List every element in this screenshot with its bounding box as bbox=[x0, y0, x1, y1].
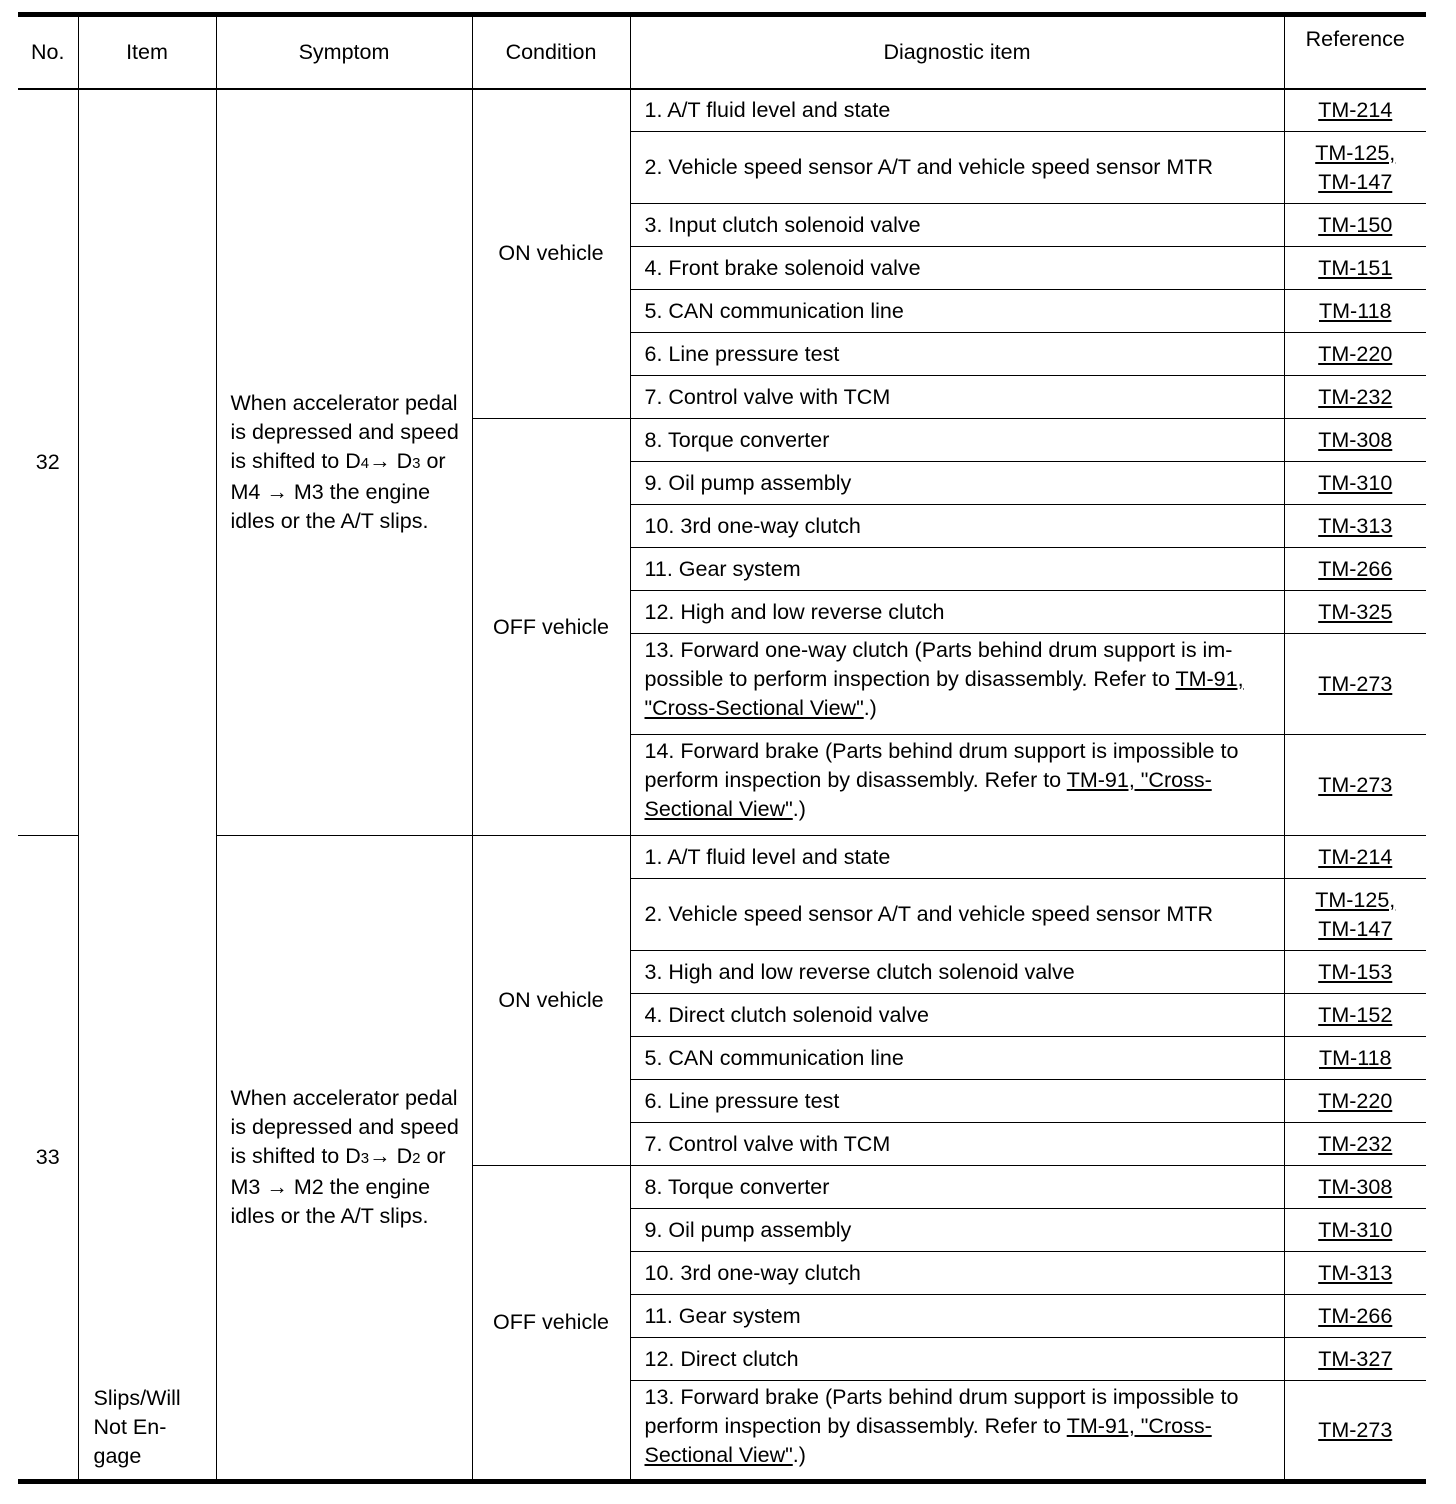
reference-cell bbox=[1284, 591, 1426, 634]
condition-label: ON vehicle bbox=[472, 89, 630, 419]
reference-cell bbox=[1284, 548, 1426, 591]
diagnostic-item: 14. Forward brake (Parts behind drum support is impossible to perform inspection by disassembly. Refer to TM-91, "Cross-Sectional View".) bbox=[630, 735, 1284, 836]
diagnostic-item: 6. Line pressure test bbox=[630, 333, 1284, 376]
reference-link[interactable]: TM-118 bbox=[1319, 1045, 1392, 1070]
diagnostic-item: 13. Forward brake (Parts behind drum support is impossible to perform inspection by disassembly. Refer to TM-91, "Cross-Sectional View".) bbox=[630, 1381, 1284, 1482]
table-header bbox=[18, 15, 1426, 89]
diagnostic-item: 3. High and low reverse clutch solenoid valve bbox=[630, 951, 1284, 994]
row-number: 33 bbox=[18, 836, 78, 1482]
diagnostic-item: 5. CAN communication line bbox=[630, 1037, 1284, 1080]
diagnostic-table-page bbox=[18, 12, 1426, 1484]
reference-cell bbox=[1284, 951, 1426, 994]
diagnostic-item: 4. Direct clutch solenoid valve bbox=[630, 994, 1284, 1037]
reference-cell bbox=[1284, 1080, 1426, 1123]
item-label: Slips/Will Not En- gage bbox=[78, 89, 216, 1482]
diagnostic-item: 1. A/T fluid level and state bbox=[630, 89, 1284, 132]
symptom-text: When accelerator pedal is depressed and speed is shifted to D4→ D3 or M4 → M3 the engine idles or the A/T slips. bbox=[216, 89, 472, 836]
header-condition: Condition bbox=[472, 15, 630, 89]
reference-cell bbox=[1284, 994, 1426, 1037]
row-number: 32 bbox=[18, 89, 78, 836]
diagnostic-item: 2. Vehicle speed sensor A/T and vehicle speed sensor MTR bbox=[630, 132, 1284, 204]
reference-link[interactable]: TM-220 bbox=[1318, 1088, 1393, 1113]
reference-cell bbox=[1284, 333, 1426, 376]
reference-cell bbox=[1284, 879, 1426, 951]
reference-cell bbox=[1284, 1037, 1426, 1080]
reference-link[interactable]: TM-147 bbox=[1318, 169, 1393, 194]
cross-reference-link[interactable]: TM-91, "Cross-Sectional View" bbox=[644, 667, 1244, 720]
diagnostic-item: 10. 3rd one-way clutch bbox=[630, 1252, 1284, 1295]
reference-link[interactable]: TM-308 bbox=[1318, 1174, 1393, 1199]
reference-link[interactable]: TM-325 bbox=[1318, 599, 1393, 624]
diagnostic-item: 9. Oil pump assembly bbox=[630, 462, 1284, 505]
diagnostic-item: 8. Torque converter bbox=[630, 419, 1284, 462]
reference-link[interactable]: TM-214 bbox=[1318, 844, 1393, 869]
reference-cell bbox=[1284, 735, 1426, 836]
header-item: Item bbox=[78, 15, 216, 89]
diagnostic-item: 8. Torque converter bbox=[630, 1166, 1284, 1209]
reference-cell bbox=[1284, 247, 1426, 290]
reference-cell bbox=[1284, 1166, 1426, 1209]
diagnostic-item: 11. Gear system bbox=[630, 1295, 1284, 1338]
reference-link[interactable]: TM-151 bbox=[1318, 255, 1393, 280]
reference-link[interactable]: TM-118 bbox=[1319, 298, 1392, 323]
reference-link[interactable]: TM-310 bbox=[1318, 1217, 1393, 1242]
reference-link[interactable]: TM-273 bbox=[1318, 671, 1393, 696]
diagnostic-item: 5. CAN communication line bbox=[630, 290, 1284, 333]
reference-link[interactable]: TM-313 bbox=[1318, 1260, 1393, 1285]
reference-link[interactable]: TM-125, bbox=[1315, 140, 1396, 165]
diagnostic-item: 7. Control valve with TCM bbox=[630, 1123, 1284, 1166]
reference-link[interactable]: TM-266 bbox=[1318, 1303, 1393, 1328]
reference-cell bbox=[1284, 1381, 1426, 1482]
condition-label: ON vehicle bbox=[472, 836, 630, 1166]
reference-cell bbox=[1284, 204, 1426, 247]
cross-reference-link[interactable]: TM-91, "Cross-Sectional View" bbox=[644, 768, 1212, 821]
header-reference: Reference bbox=[1284, 15, 1426, 89]
reference-cell bbox=[1284, 1295, 1426, 1338]
reference-link[interactable]: TM-150 bbox=[1318, 212, 1393, 237]
diagnostic-item: 6. Line pressure test bbox=[630, 1080, 1284, 1123]
diagnostic-item: 10. 3rd one-way clutch bbox=[630, 505, 1284, 548]
reference-link[interactable]: TM-152 bbox=[1318, 1002, 1393, 1027]
reference-link[interactable]: TM-214 bbox=[1318, 97, 1393, 122]
diagnostic-item: 11. Gear system bbox=[630, 548, 1284, 591]
reference-cell bbox=[1284, 1123, 1426, 1166]
diagnostic-item: 12. High and low reverse clutch bbox=[630, 591, 1284, 634]
reference-cell bbox=[1284, 89, 1426, 132]
reference-cell bbox=[1284, 132, 1426, 204]
table-body bbox=[18, 89, 1426, 1482]
reference-cell bbox=[1284, 1252, 1426, 1295]
diagnostic-item: 2. Vehicle speed sensor A/T and vehicle speed sensor MTR bbox=[630, 879, 1284, 951]
reference-cell bbox=[1284, 376, 1426, 419]
reference-cell bbox=[1284, 634, 1426, 735]
diagnostic-item: 3. Input clutch solenoid valve bbox=[630, 204, 1284, 247]
diagnostic-item: 12. Direct clutch bbox=[630, 1338, 1284, 1381]
reference-cell bbox=[1284, 1209, 1426, 1252]
reference-link[interactable]: TM-147 bbox=[1318, 916, 1393, 941]
reference-link[interactable]: TM-310 bbox=[1318, 470, 1393, 495]
reference-cell bbox=[1284, 419, 1426, 462]
reference-cell bbox=[1284, 505, 1426, 548]
reference-link[interactable]: TM-266 bbox=[1318, 556, 1393, 581]
header-no: No. bbox=[18, 15, 78, 89]
diagnostic-item: 13. Forward one-way clutch (Parts behind drum support is im-possible to perform inspection by disassembly. Refer to TM-91, "Cross-Sectional View".) bbox=[630, 634, 1284, 735]
diagnostic-item: 1. A/T fluid level and state bbox=[630, 836, 1284, 879]
diagnostic-item: 4. Front brake solenoid valve bbox=[630, 247, 1284, 290]
reference-link[interactable]: TM-153 bbox=[1318, 959, 1393, 984]
reference-link[interactable]: TM-308 bbox=[1318, 427, 1393, 452]
table-row bbox=[18, 836, 1426, 879]
symptom-text: When accelerator pedal is depressed and speed is shifted to D3→ D2 or M3 → M2 the engine idles or the A/T slips. bbox=[216, 836, 472, 1482]
reference-cell bbox=[1284, 836, 1426, 879]
header-symptom: Symptom bbox=[216, 15, 472, 89]
diagnostic-item: 9. Oil pump assembly bbox=[630, 1209, 1284, 1252]
reference-link[interactable]: TM-232 bbox=[1318, 1131, 1393, 1156]
cross-reference-link[interactable]: TM-91, "Cross-Sectional View" bbox=[644, 1414, 1212, 1467]
reference-link[interactable]: TM-273 bbox=[1318, 1417, 1393, 1442]
reference-link[interactable]: TM-327 bbox=[1318, 1346, 1393, 1371]
diagnostic-item: 7. Control valve with TCM bbox=[630, 376, 1284, 419]
reference-cell bbox=[1284, 290, 1426, 333]
header-diagnostic-item: Diagnostic item bbox=[630, 15, 1284, 89]
reference-cell bbox=[1284, 1338, 1426, 1381]
table-row bbox=[18, 89, 1426, 132]
diagnostic-table bbox=[18, 12, 1426, 1484]
reference-link[interactable]: TM-125, bbox=[1315, 887, 1396, 912]
reference-link[interactable]: TM-232 bbox=[1318, 384, 1393, 409]
condition-label: OFF vehicle bbox=[472, 1166, 630, 1482]
condition-label: OFF vehicle bbox=[472, 419, 630, 836]
reference-link[interactable]: TM-220 bbox=[1318, 341, 1393, 366]
reference-link[interactable]: TM-273 bbox=[1318, 772, 1393, 797]
reference-link[interactable]: TM-313 bbox=[1318, 513, 1393, 538]
reference-cell bbox=[1284, 462, 1426, 505]
